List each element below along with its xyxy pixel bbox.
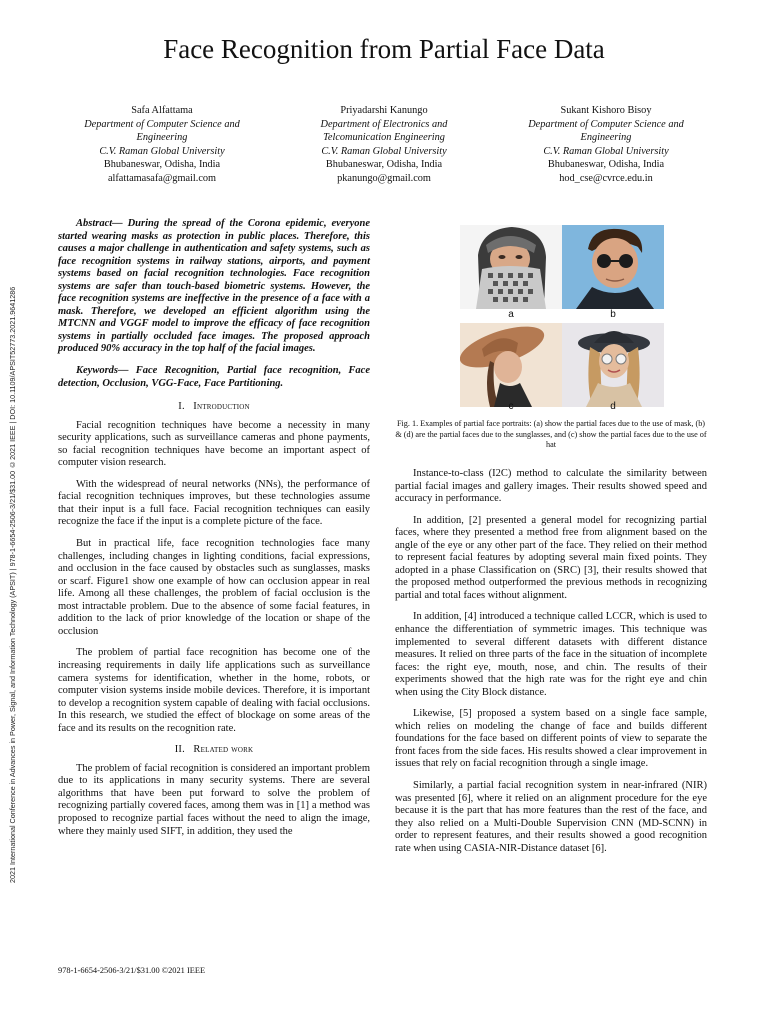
intro-paragraph-2: With the widespread of neural networks (NNs), the performance of facial recognition techniques improves, but these technologies assume that their input is a full face. Facial recognition techniques can easily recognize the face if the input is a complete picture of the face. xyxy=(58,478,370,528)
author-department: Telcomunication Engineering xyxy=(323,132,445,144)
related-paragraph-1: The problem of facial recognition is considered an important problem due to its applications in many security systems. There are several algorithms that have been put forward to solve the problem of recognizing partially covered faces, among them was in [1] a method was proposed to recognize partial faces without the need to align the image, where they mainly used SIFT, in addition, they used the xyxy=(58,762,370,837)
author-department: Engineering xyxy=(136,132,188,144)
conference-sidebar: 2021 International Conference in Advances in Power, Signal, and Information Technology (APSIT) | 978-1-6654-2506-3/21/$31.00 ©2021 IEEE | DOI: 10.1109/APSIT52773.2021.9641286 xyxy=(8,286,17,884)
section-title: Related work xyxy=(193,744,254,756)
author-block-3 xyxy=(496,104,716,186)
figure-label-d: d xyxy=(610,401,616,412)
paper-title: Face Recognition from Partial Face Data xyxy=(163,34,605,64)
portrait-photo-b xyxy=(562,225,664,309)
figure-label-c: c xyxy=(508,401,514,412)
intro-paragraph-3: But in practical life, face recognition technologies face many challenges, including changes in lighting conditions, facial expressions, and occlusion in the face caused by obstacles such as sunglasses, masks or scarf. Figure1 show one example of how can occlusion appear in real life. Among all these challenges, the problem of facial occlusion is the most intractable problem. Due to the absence of some facial features, in addition to the lack of prior knowledge of the location or shape of the occlusion xyxy=(58,538,370,637)
author-department: Department of Computer Science and xyxy=(84,118,240,130)
author-name: Safa Alfattama xyxy=(131,105,193,116)
related-paragraph-4: In addition, [4] introduced a technique called LCCR, which is used to enhance the differentiation of symmetric images. This technique was implemented to several different datasets with different distance measures. It relied on three parts of the face in the situation of incomplete faces: the right eye, mouth, nose, and chin. The results of their experiments showed that the high rate was for the right eye and chin when using the City Block distance. xyxy=(395,611,707,698)
figure-caption: Fig. 1. Examples of partial face portraits: (a) show the partial faces due to the use of mask, (b) & (d) are the partial faces due to the sunglasses, and (c) show the partial faces due to the use of hat xyxy=(395,419,707,450)
author-department: Department of Computer Science and xyxy=(528,118,684,130)
author-university: C.V. Raman Global University xyxy=(321,145,447,157)
author-university: C.V. Raman Global University xyxy=(543,145,669,157)
page-footer: 978-1-6654-2506-3/21/$31.00 ©2021 IEEE xyxy=(58,966,206,975)
related-paragraph-3: In addition, [2] presented a general model for recognizing partial faces, where they presented a method free from alignment based on the angle of the eye or any other part of the face. They relied on their method to represent facial features by adopting several main fixed points. They adopted in a phase Classification on (SRC) [3], their results showed that the proposed method outperformed the previous methods in recognizing partial and total faces without alignment. xyxy=(395,514,707,601)
author-city: Bhubaneswar, Odisha, India xyxy=(547,159,665,171)
right-column xyxy=(395,468,707,864)
related-paragraph-5: Likewise, [5] proposed a system based on a single face sample, which relies on modeling the change of face and builds different foundations for the face based on different points of view to separate the front faces from the side faces. His results showed a clear improvement in issues that rely on facial recognition through a single image. xyxy=(395,708,707,770)
abstract: Abstract— During the spread of the Corona epidemic, everyone started wearing masks as protection in public places. Therefore, this causes a major challenge in authentication and safety systems, such as face recognition systems in railway stations, airports, and payment systems based on facial recognition technologies. Face recognition systems are safer than touch-based biometric systems. However, the face recognition systems are ineffective in the presence of a face with a mask. Therefore, we developed an efficient algorithm using the MTCNN and VGGF model to improve the efficacy of face recognition systems in partially occluded face images. The proposed approach produced 90% accuracy in the top half of the facial images. xyxy=(58,218,370,355)
section-heading-introduction xyxy=(58,401,370,414)
author-university: C.V. Raman Global University xyxy=(99,145,225,157)
author-block-2 xyxy=(274,104,494,186)
author-name: Priyadarshi Kanungo xyxy=(340,105,428,116)
keywords: Keywords— Face Recognition, Partial face recognition, Face detection, Occlusion, VGG-Face, Face Partitioning. xyxy=(58,365,370,389)
author-email: hod_cse@cvrce.edu.in xyxy=(559,172,653,184)
section-heading-related-work xyxy=(58,744,370,757)
author-email: pkanungo@gmail.com xyxy=(337,172,431,184)
author-block-1 xyxy=(52,104,272,186)
portrait-photo-c xyxy=(460,323,562,407)
related-paragraph-6: Similarly, a partial facial recognition system in near-infrared (NIR) was presented [6], where it relied on an alignment procedure for the eye because it is the part that has more features than the rest of the face, and they also relied on a Multi-Double Supervision CNN (MD-SCNN) in order to represent features, and their results showed a good recognition rate when using CASIA-NIR-Distance dataset [6]. xyxy=(395,780,707,854)
section-number: II. xyxy=(174,744,185,756)
author-email: alfattamasafa@gmail.com xyxy=(107,172,217,184)
author-city: Bhubaneswar, Odisha, India xyxy=(103,159,221,171)
author-department: Department of Electronics and xyxy=(320,118,448,130)
figure-label-b: b xyxy=(610,309,616,320)
author-name: Sukant Kishoro Bisoy xyxy=(560,105,652,116)
portrait-photo-a xyxy=(460,225,562,309)
section-number: I. xyxy=(178,401,185,413)
intro-paragraph-1: Facial recognition techniques have become a necessity in many security applications, such as surveillance cameras and phone payments, so facial recognition techniques have become an important aspect of computer vision research. xyxy=(58,419,370,469)
section-title: Introduction xyxy=(193,401,250,413)
author-department: Engineering xyxy=(580,132,632,144)
author-city: Bhubaneswar, Odisha, India xyxy=(325,159,443,171)
related-paragraph-2: Instance-to-class (I2C) method to calculate the similarity between partial facial images and gallery images. Their results showed speed and accuracy in performance. xyxy=(395,468,707,505)
left-column xyxy=(58,218,370,847)
figure-label-a: a xyxy=(508,309,514,320)
intro-paragraph-4: The problem of partial face recognition has become one of the increasing requirements in daily life applications such as surveillance camera systems for identification, whether in the home, robots, or computer vision systems inside mobile devices. Therefore, it is important to develop a recognition system capable of dealing with facial occlusions. In this research, we studied the effect of blockage on some areas of the face and its results on the recognition rate. xyxy=(58,647,370,734)
portrait-photo-d xyxy=(562,323,664,407)
